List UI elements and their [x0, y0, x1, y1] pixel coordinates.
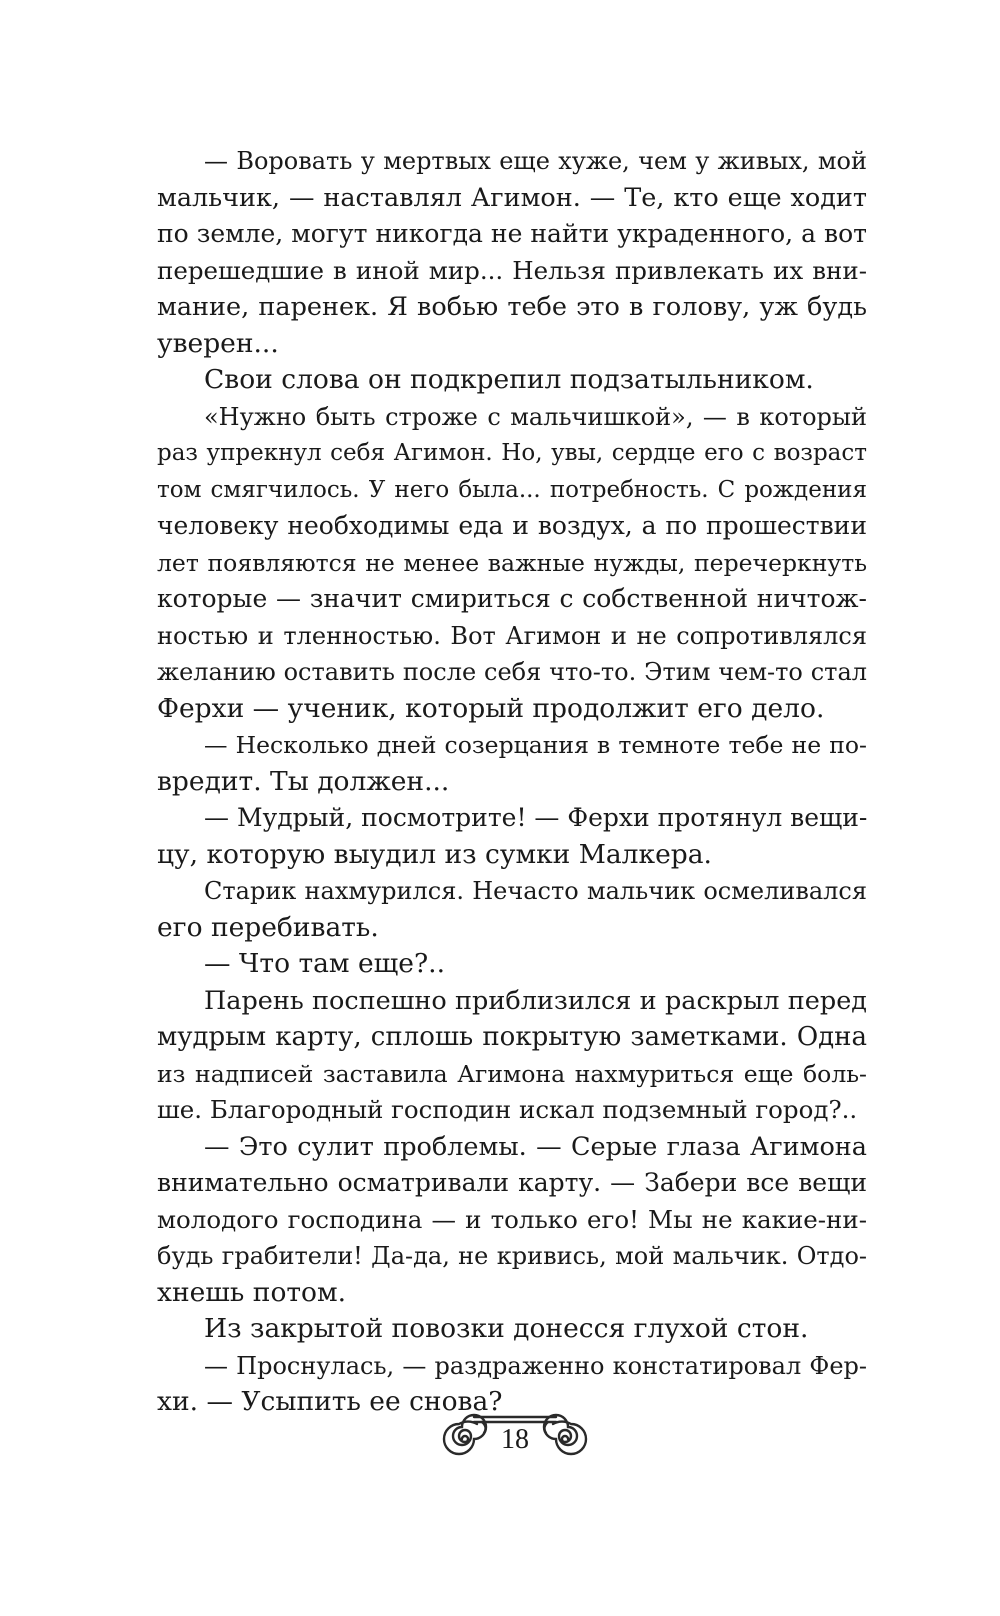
- text-line: Ферхи — ученик, который продолжит его дело.: [157, 692, 825, 724]
- text-line: мание, паренек. Я вобью тебе это в голову, уж будь: [157, 292, 867, 322]
- text-line: вредит. Ты должен...: [157, 765, 450, 797]
- text-line: человеку необходимы еда и воздух, а по прошествии: [157, 511, 867, 540]
- text-line: хи. — Усыпить ее снова?: [157, 1386, 503, 1417]
- text-line: — Это сулит проблемы. — Серые глаза Агимона: [204, 1131, 867, 1162]
- text-line: Парень поспешно приблизился и раскрыл перед: [204, 985, 867, 1016]
- text-line: желанию оставить после себя что-то. Этим чем-то стал: [157, 658, 867, 686]
- text-line: молодого господина — и только его! Мы не какие-ни-: [157, 1204, 867, 1234]
- text-line: Старик нахмурился. Нечасто мальчик осмеливался: [204, 877, 867, 905]
- text-line: хнешь потом.: [157, 1276, 347, 1308]
- text-line: перешедшие в иной мир... Нельзя привлекать их вни-: [157, 255, 867, 285]
- text-line: том смягчилось. У него была... потребность. С рождения: [157, 476, 867, 503]
- text-line: — Воровать у мертвых еще хуже, чем у живых, мой: [204, 147, 867, 175]
- text-line: ше. Благородный господин искал подземный город?..: [157, 1095, 858, 1124]
- text-line: Из закрытой повозки донесся глухой стон.: [204, 1313, 809, 1344]
- text-line: лет появляются не менее важные нужды, перечеркнуть: [157, 548, 867, 577]
- text-line: внимательно осматривали карту. — Забери все вещи: [157, 1168, 867, 1197]
- text-line: его перебивать.: [157, 911, 379, 943]
- page-number: 18: [501, 1424, 529, 1455]
- text-line: уверен...: [157, 327, 279, 359]
- text-line: по земле, могут никогда не найти украденного, а вот: [157, 219, 867, 248]
- text-line: — Что там еще?..: [204, 948, 445, 979]
- text-line: — Несколько дней созерцания в темноте тебе не по-: [204, 731, 867, 759]
- text-line: — Проснулась, — раздраженно констатировал Фер-: [204, 1351, 867, 1380]
- text-line: из надписей заставила Агимона нахмуриться еще боль-: [157, 1059, 867, 1088]
- text-line: мальчик, — наставлял Агимон. — Те, кто еще ходит: [157, 182, 867, 213]
- text-line: — Мудрый, посмотрите! — Ферхи протянул вещи-: [204, 803, 868, 832]
- text-line: цу, которую выудил из сумки Малкера.: [157, 838, 712, 870]
- page-body-text: [157, 143, 867, 1421]
- text-line: мудрым карту, сплошь покрытую заметками. Одна: [157, 1022, 867, 1052]
- page-number-ornament: [438, 1405, 592, 1469]
- text-line: Свои слова он подкрепил подзатыльником.: [204, 364, 814, 395]
- text-line: раз упрекнул себя Агимон. Но, увы, сердце его с возраст: [157, 440, 867, 466]
- text-line: «Нужно быть строже с мальчишкой», — в который: [204, 402, 867, 431]
- text-line: которые — значит смириться с собственной ничтож-: [157, 584, 867, 613]
- text-line: будь грабители! Да-да, не кривись, мой мальчик. Отдо-: [157, 1242, 867, 1270]
- text-line: ностью и тленностью. Вот Агимон и не сопротивлялся: [157, 621, 867, 650]
